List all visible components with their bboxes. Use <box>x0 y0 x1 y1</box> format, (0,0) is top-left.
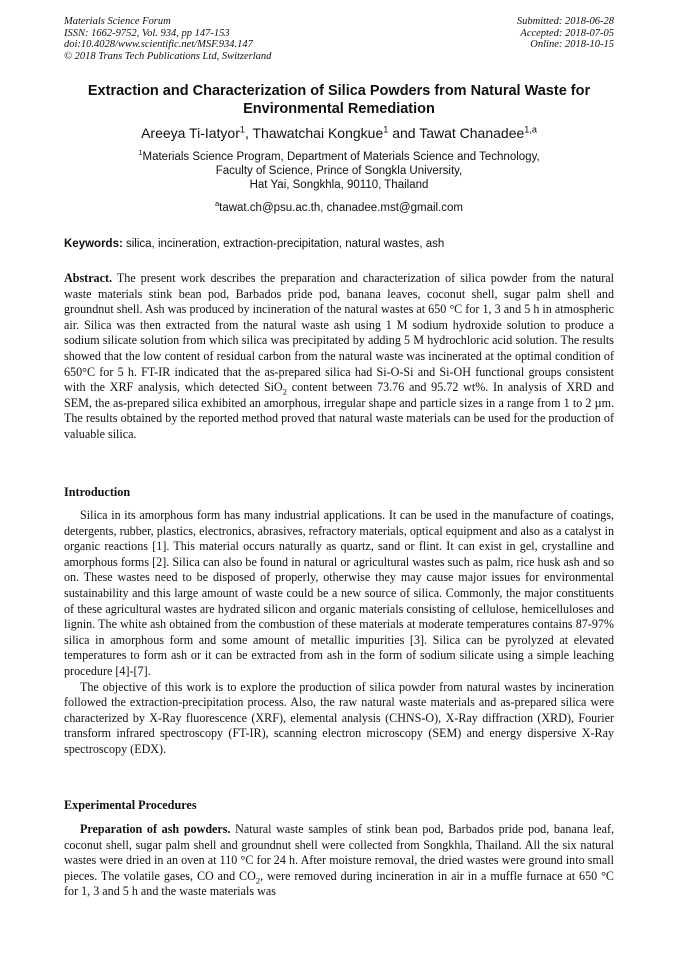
keywords-label: Keywords: <box>64 238 123 250</box>
contact-email <box>50 201 628 215</box>
section-heading-introduction: Introduction <box>64 485 131 499</box>
section-heading-experimental: Experimental Procedures <box>64 798 197 812</box>
dates-info <box>517 16 614 51</box>
author-affil-mark: 1,a <box>524 124 537 135</box>
affiliation-line: Materials Science Program, Department of Materials Science and Technology, <box>142 151 540 163</box>
abstract-label: Abstract. <box>64 271 113 285</box>
online-date: Online: 2018-10-15 <box>530 39 614 50</box>
subscript: 2 <box>282 386 288 397</box>
paragraph-text: Natural waste samples of stink bean pod, Barbados pride pod, banana leaf, coconut shell, sugar palm shell and groundnut shell were collected from Songkhla, Thailand. All the six natural wastes were dried in an oven at 110 °C for 24 h. After moisture removal, the dried wastes were ground into small pieces. The volatile gases, CO and CO <box>64 822 614 883</box>
paragraph: Silica in its amorphous form has many industrial applications. It can be used in the manufacture of coatings, detergents, rubber, plastics, electronics, abrasives, refractory materials, optical equipment and also as a catalyst in organic reactions [1]. This material occurs naturally as quartz, sand or flint. It can exist in gel, crystalline and amorphous forms [2]. Silica can also be found in natural or agricultural wastes such as palm, rice husk ash and so on. These wastes need to be disposed of properly, otherwise they may cause major issues for environmental sustainability and this large amount of waste could be a new source of silica. Commonly, the major constituents of these agricultural wastes are hydrated silicon and organic materials consisting of cellulose, hemicelluloses and lignin. The white ash obtained from the combustion of these materials at moderate temperatures contains 87-97% silica in amorphous form and some amount of metallic impurities [3]. Silica can be pyrolyzed at elevated temperatures to form ash or it can be extracted from ash in the form of sodium silicate using a simple leaching procedure [4]-[7]. <box>64 508 614 678</box>
paragraph: The objective of this work is to explore the production of silica powder from natural wastes by incineration followed the extraction-precipitation process. Also, the raw natural waste materials and as-prepared silica were characterized by X-Ray fluorescence (XRF), elemental analysis (CHNS-O), X-Ray diffraction (XRD), Fourier transform infrared spectroscopy (FT-IR), scanning electron microscopy (SEM) and energy dispersive X-Ray spectroscopy (EDX). <box>64 679 614 756</box>
author-name: Thawatchai Kongkue <box>252 125 384 141</box>
author-affil-mark: 1 <box>383 124 389 135</box>
abstract <box>64 271 614 443</box>
copyright-line: © 2018 Trans Tech Publications Ltd, Switzerland <box>64 50 272 62</box>
author-affil-mark: 1 <box>239 124 245 135</box>
journal-name: Materials Science Forum <box>64 16 171 27</box>
subsection-label: Preparation of ash powders. <box>80 822 231 836</box>
affiliation-line: Hat Yai, Songkhla, 90110, Thailand <box>249 179 429 191</box>
paper-title: Extraction and Characterization of Silica Powders from Natural Waste for Environmental Remediation <box>87 83 591 117</box>
subscript: 2 <box>255 875 261 886</box>
author-name: Tawat Chanadee <box>419 125 525 141</box>
paragraph-text: , were removed during incineration in air in a muffle furnace at 650 °C for 1, 3 and 5 h and the waste materials was <box>64 868 615 899</box>
keywords-text: silica, incineration, extraction-precipitation, natural wastes, ash <box>122 238 445 250</box>
doi-line: doi:10.4028/www.scientific.net/MSF.934.147 <box>64 39 253 50</box>
introduction-body <box>64 508 614 758</box>
experimental-body <box>64 822 614 900</box>
abstract-text: The present work describes the preparation and characterization of silica powder from the natural waste materials stink bean pod, Barbados pride pod, banana leaves, coconut shell, sugar palm shell and groundnut shell. Ash was produced by incineration of the natural wastes at 650 °C for 1, 3 and 5 h in atmospheric air. Silica was then extracted from the natural waste ash using 1 M sodium hydroxide solution to produce a sodium silicate solution from which silica was precipitated by adding 5 M hydrochloric acid solution. The results showed that the low content of residual carbon from the natural waste was incinerated at the optimal condition of 650°C for 5 h. FT-IR indicated that the as-prepared silica had Si-O-Si and Si-OH functional groups consistent with the XRF analysis, which detected SiO <box>64 271 614 395</box>
email-address: tawat.ch@psu.ac.th, chanadee.mst@gmail.com <box>219 202 464 214</box>
author-separator: , <box>244 125 253 141</box>
accepted-date: Accepted: 2018-07-05 <box>520 27 614 39</box>
email-mark: a <box>214 199 220 209</box>
author-list <box>50 124 628 142</box>
affiliation-mark: 1 <box>138 148 143 158</box>
journal-info <box>64 16 271 62</box>
affiliation <box>50 150 628 192</box>
abstract-text: content between 73.76 and 95.72 wt%. In analysis of XRD and SEM, the as-prepared silica exhibited an amorphous, irregular shape and particle sizes in a range from 1 to 2 µm. The results obtained by the reported method proved that natural waste materials can be used for the production of valuable silica. <box>64 380 615 441</box>
affiliation-line: Faculty of Science, Prince of Songkla University, <box>215 165 463 177</box>
issn-line: ISSN: 1662-9752, Vol. 934, pp 147-153 <box>64 27 230 39</box>
paragraph <box>64 822 614 900</box>
author-name: Areeya Ti-Iatyor <box>141 125 240 141</box>
keywords <box>64 237 614 251</box>
author-separator: and <box>388 125 420 141</box>
submitted-date: Submitted: 2018-06-28 <box>516 16 614 27</box>
